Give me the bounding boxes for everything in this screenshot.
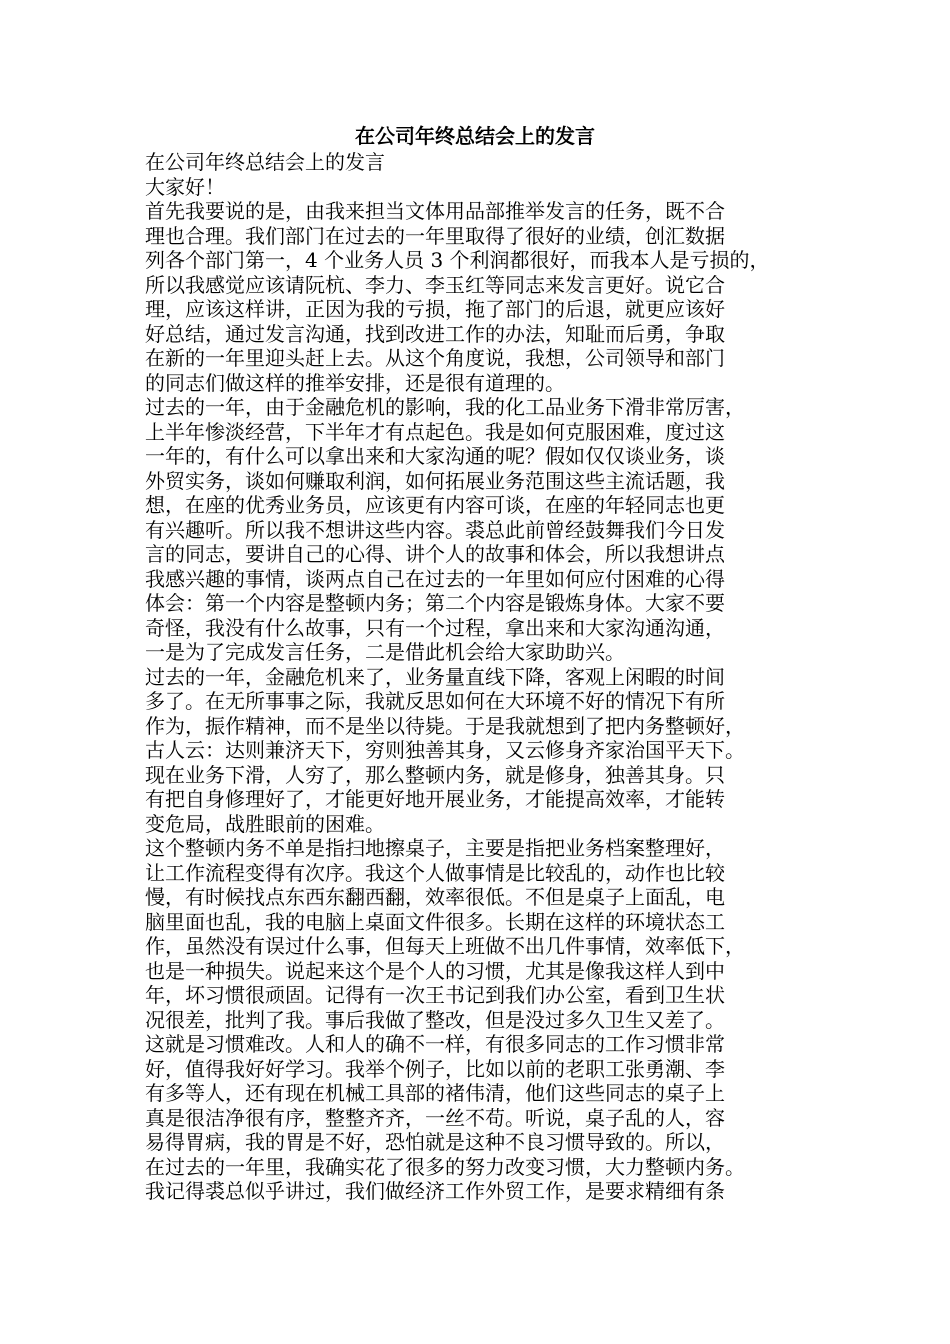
text-line: 真是很洁净很有序，整整齐齐，一丝不苟。听说，桌子乱的人，容 (145, 1105, 725, 1130)
text-line: 言的同志，要讲自己的心得、讲个人的故事和体会，所以我想讲点 (145, 542, 725, 566)
text-line: 我记得裘总似乎讲过，我们做经济工作外贸工作，是要求精细有条 (145, 1179, 725, 1203)
text-line: 体会：第一个内容是整顿内务；第二个内容是锻炼身体。大家不要 (145, 591, 725, 615)
text-line: 奇怪，我没有什么故事，只有一个过程，拿出来和大家沟通沟通， (145, 615, 725, 640)
text-line: 年，坏习惯很顽固。记得有一次王书记到我们办公室，看到卫生状 (145, 983, 725, 1007)
text-line: 作，虽然没有误过什么事，但每天上班做不出几件事情，效率低下， (145, 934, 745, 958)
text-line: 在公司年终总结会上的发言 (145, 150, 385, 174)
text-line: 这个整顿内务不单是指扫地擦桌子，主要是指把业务档案整理好， (145, 836, 725, 860)
document-title: 在公司年终总结会上的发言 (355, 124, 595, 148)
text-line: 理也合理。我们部门在过去的一年里取得了很好的业绩，创汇数据 (145, 223, 725, 248)
text-line: 过去的一年，由于金融危机的影响，我的化工品业务下滑非常厉害， (145, 395, 745, 419)
text-line: 古人云：达则兼济天下，穷则独善其身，又云修身齐家治国平天下。 (145, 738, 745, 762)
text-line: 一是为了完成发言任务，二是借此机会给大家助助兴。 (145, 640, 625, 664)
text-line: 想，在座的优秀业务员，应该更有内容可谈，在座的年轻同志也更 (145, 493, 725, 517)
text-line: 大家好！ (145, 174, 225, 199)
text-line: 外贸实务，谈如何赚取利润，如何拓展业务范围这些主流话题，我 (145, 468, 725, 493)
text-line: 好总结，通过发言沟通，找到改进工作的办法，知耻而后勇，争取 (145, 321, 725, 346)
text-line: 让工作流程变得有次序。我这个人做事情是比较乱的，动作也比较 (145, 860, 725, 885)
text-line: 的同志们做这样的推举安排，还是很有道理的。 (145, 370, 565, 395)
document-body (145, 150, 825, 1204)
text-line: 我感兴趣的事情，谈两点自己在过去的一年里如何应付困难的心得 (145, 566, 725, 591)
text-line: 在新的一年里迎头赶上去。从这个角度说，我想，公司领导和部门 (145, 346, 725, 370)
text-line: 作为，振作精神，而不是坐以待毙。于是我就想到了把内务整顿好， (145, 713, 745, 738)
text-line: 所以我感觉应该请阮杭、李力、李玉红等同志来发言更好。说它合 (145, 272, 725, 297)
text-line: 理，应该这样讲，正因为我的亏损，拖了部门的后退，就更应该好 (145, 297, 725, 321)
text-line: 这就是习惯难改。人和人的确不一样，有很多同志的工作习惯非常 (145, 1032, 725, 1056)
text-line: 列各个部门第一，4 个业务人员 3 个利润都很好，而我本人是亏损的， (145, 248, 770, 272)
text-line: 有多等人，还有现在机械工具部的褚伟清，他们这些同志的桌子上 (145, 1081, 725, 1105)
text-line: 有兴趣听。所以我不想讲这些内容。裘总此前曾经鼓舞我们今日发 (145, 517, 725, 542)
text-line: 上半年惨淡经营，下半年才有点起色。我是如何克服困难，度过这 (145, 419, 725, 444)
text-line: 况很差，批判了我。事后我做了整改，但是没过多久卫生又差了。 (145, 1007, 725, 1032)
text-line: 过去的一年，金融危机来了，业务量直线下降，客观上闲暇的时间 (145, 664, 725, 689)
text-line: 好，值得我好好学习。我举个例子，比如以前的老职工张勇潮、李 (145, 1056, 725, 1081)
text-line: 多了。在无所事事之际，我就反思如何在大环境不好的情况下有所 (145, 689, 725, 713)
text-line: 也是一种损失。说起来这个是个人的习惯，尤其是像我这样人到中 (145, 958, 725, 983)
text-line: 慢，有时候找点东西东翻西翻，效率很低。不但是桌子上面乱，电 (145, 885, 725, 909)
text-line: 有把自身修理好了，才能更好地开展业务，才能提高效率，才能转 (145, 787, 725, 811)
text-line: 首先我要说的是，由我来担当文体用品部推举发言的任务，既不合 (145, 199, 725, 223)
text-line: 脑里面也乱，我的电脑上桌面文件很多。长期在这样的环境状态工 (145, 909, 725, 934)
text-line: 变危局，战胜眼前的困难。 (145, 811, 385, 836)
text-line: 现在业务下滑，人穷了，那么整顿内务，就是修身，独善其身。只 (145, 762, 725, 787)
text-line: 易得胃病，我的胃是不好，恐怕就是这种不良习惯导致的。所以， (145, 1130, 725, 1154)
text-line: 一年的，有什么可以拿出来和大家沟通的呢？假如仅仅谈业务，谈 (145, 444, 725, 468)
text-line: 在过去的一年里，我确实花了很多的努力改变习惯，大力整顿内务。 (145, 1154, 745, 1179)
